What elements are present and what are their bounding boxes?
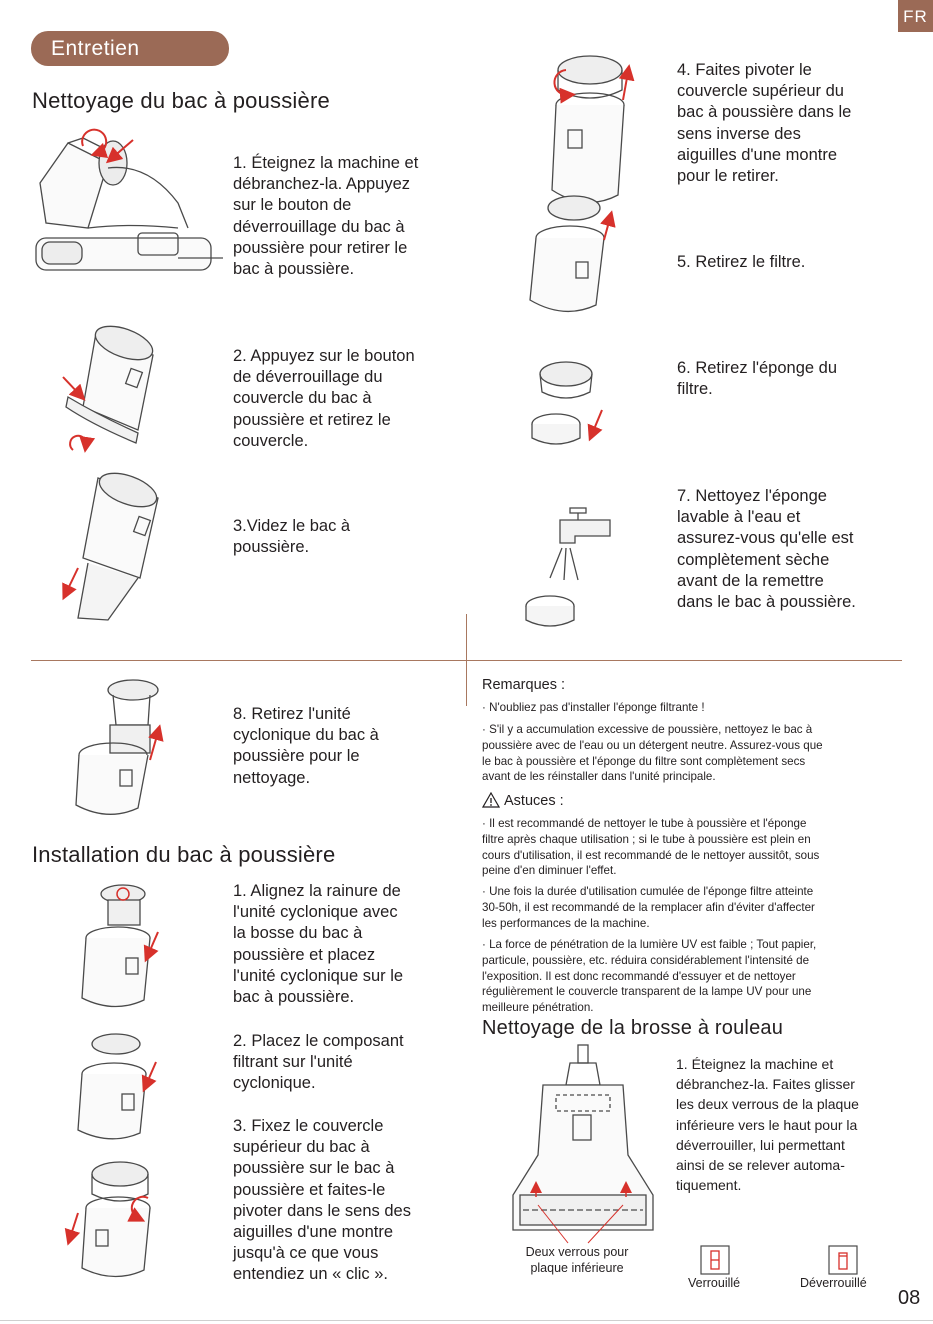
- dust-step-6: 6. Retirez l'éponge du filtre.: [677, 359, 838, 399]
- column-divider: [466, 614, 467, 706]
- dust-step-4: 4. Faites pivoter le couvercle supérieur du bac à poussière dans le sens inverse des aiguilles d'une montre pour le retirer.: [677, 61, 852, 186]
- dust-step-1: 1. Éteignez la machine et débranchez-la. Appuyez sur le bouton de déverrouillage du bac à poussière pour retirer le bac à poussière.: [233, 154, 419, 279]
- remarks-title: Remarques :: [482, 677, 566, 693]
- brush-caption: Deux verrous pour plaque inférieure: [525, 1245, 629, 1275]
- unlocked-label: Déverrouillé: [800, 1276, 867, 1290]
- language-tab: FR: [898, 0, 933, 32]
- install-step-3: 3. Fixez le couvercle supérieur du bac à poussière sur le bac à poussière et faites-le pivoter dans le sens des aiguilles d'une montre jusqu'à ce que vous entendiez un « clic ».: [233, 1117, 411, 1284]
- brush-title: Nettoyage de la brosse à rouleau: [482, 1017, 784, 1039]
- vacuum-unit-illustration: [28, 128, 223, 273]
- dust-bin-lid-illustration: [58, 315, 173, 455]
- tip-3: · La force de pénétration de la lumière UV est faible ; Tout papier, particule, poussière, etc. réduira considérablement l'intensité de l'exposition. Il est donc recommandé d'essuyer et de nettoyer régulièrement le couvercle transparent de la lampe UV pour une meilleure pénétration.: [482, 938, 817, 1015]
- dust-step-5: 5. Retirez le filtre.: [677, 253, 806, 271]
- tip-1: · Il est recommandé de nettoyer le tube à poussière et l'éponge filtre après chaque utilisation ; si le tube à poussière est plein en cours d'utilisation, il est recommandé de le nettoyer aussitôt, sous peine d'en diminuer l'effet.: [482, 817, 820, 878]
- brush-step-1: 1. Éteignez la machine et débranchez-la. Faites glisser les deux verrous de la plaque inférieure vers le haut pour la déverrouiller, lui permettant ainsi de se relever automa- tiquement.: [676, 1056, 859, 1194]
- tips-title: Astuces :: [504, 793, 564, 809]
- locked-icon: [700, 1245, 730, 1275]
- rotate-lid-illustration: [528, 50, 638, 210]
- remove-sponge-illustration: [524, 352, 614, 452]
- page-bottom-rule: [0, 1320, 933, 1321]
- install-cyclonic-illustration: [68, 880, 168, 1015]
- tip-2: · Une fois la durée d'utilisation cumulée de l'éponge filtre atteinte 30-50h, il est recommandé de la remplacer afin d'éviter d'affecter les performances de la machine.: [482, 885, 815, 930]
- dust-bin-empty-illustration: [58, 468, 173, 628]
- unlocked-icon: [828, 1245, 858, 1275]
- tips-header: [482, 792, 564, 809]
- remark-1: · N'oubliez pas d'installer l'éponge filtrante !: [482, 701, 705, 714]
- install-lid-illustration: [60, 1158, 170, 1288]
- remark-2: · S'il y a accumulation excessive de poussière, nettoyez le bac à poussière avec de l'eau ou un détergent neutre. Assurez-vous que le bac à poussière et l'éponge du filtre sont complètement secs avant de les réinstaller dans l'unité principale.: [482, 723, 823, 784]
- warning-icon: [482, 792, 500, 808]
- faucet-wash-illustration: [520, 498, 620, 638]
- dust-step-2: 2. Appuyez sur le bouton de déverrouillage du couvercle du bac à poussière et retirez le couvercle.: [233, 347, 415, 450]
- roller-brush-base-illustration: [508, 1045, 658, 1240]
- cyclonic-unit-illustration: [58, 670, 173, 820]
- install-step-1: 1. Alignez la rainure de l'unité cyclonique avec la bosse du bac à poussière et placez l'unité cyclonique sur le bac à poussière.: [233, 882, 404, 1007]
- install-step-2: 2. Placez le composant filtrant sur l'unité cyclonique.: [233, 1032, 404, 1093]
- install-title: Installation du bac à poussière: [32, 842, 336, 867]
- remove-filter-illustration: [512, 190, 622, 320]
- install-filter-illustration: [64, 1030, 164, 1145]
- dust-step-3: 3.Videz le bac à poussière.: [233, 517, 351, 557]
- dust-step-7: 7. Nettoyez l'éponge lavable à l'eau et assurez-vous qu'elle est complètement sèche avant de la remettre dans le bac à poussière.: [677, 487, 856, 612]
- dust-step-8: 8. Retirez l'unité cyclonique du bac à poussière pour le nettoyage.: [233, 705, 379, 787]
- dust-cleaning-title: Nettoyage du bac à poussière: [32, 88, 330, 113]
- page-number: 08: [898, 1287, 921, 1309]
- locked-label: Verrouillé: [688, 1276, 741, 1290]
- section-label: Entretien: [31, 31, 229, 66]
